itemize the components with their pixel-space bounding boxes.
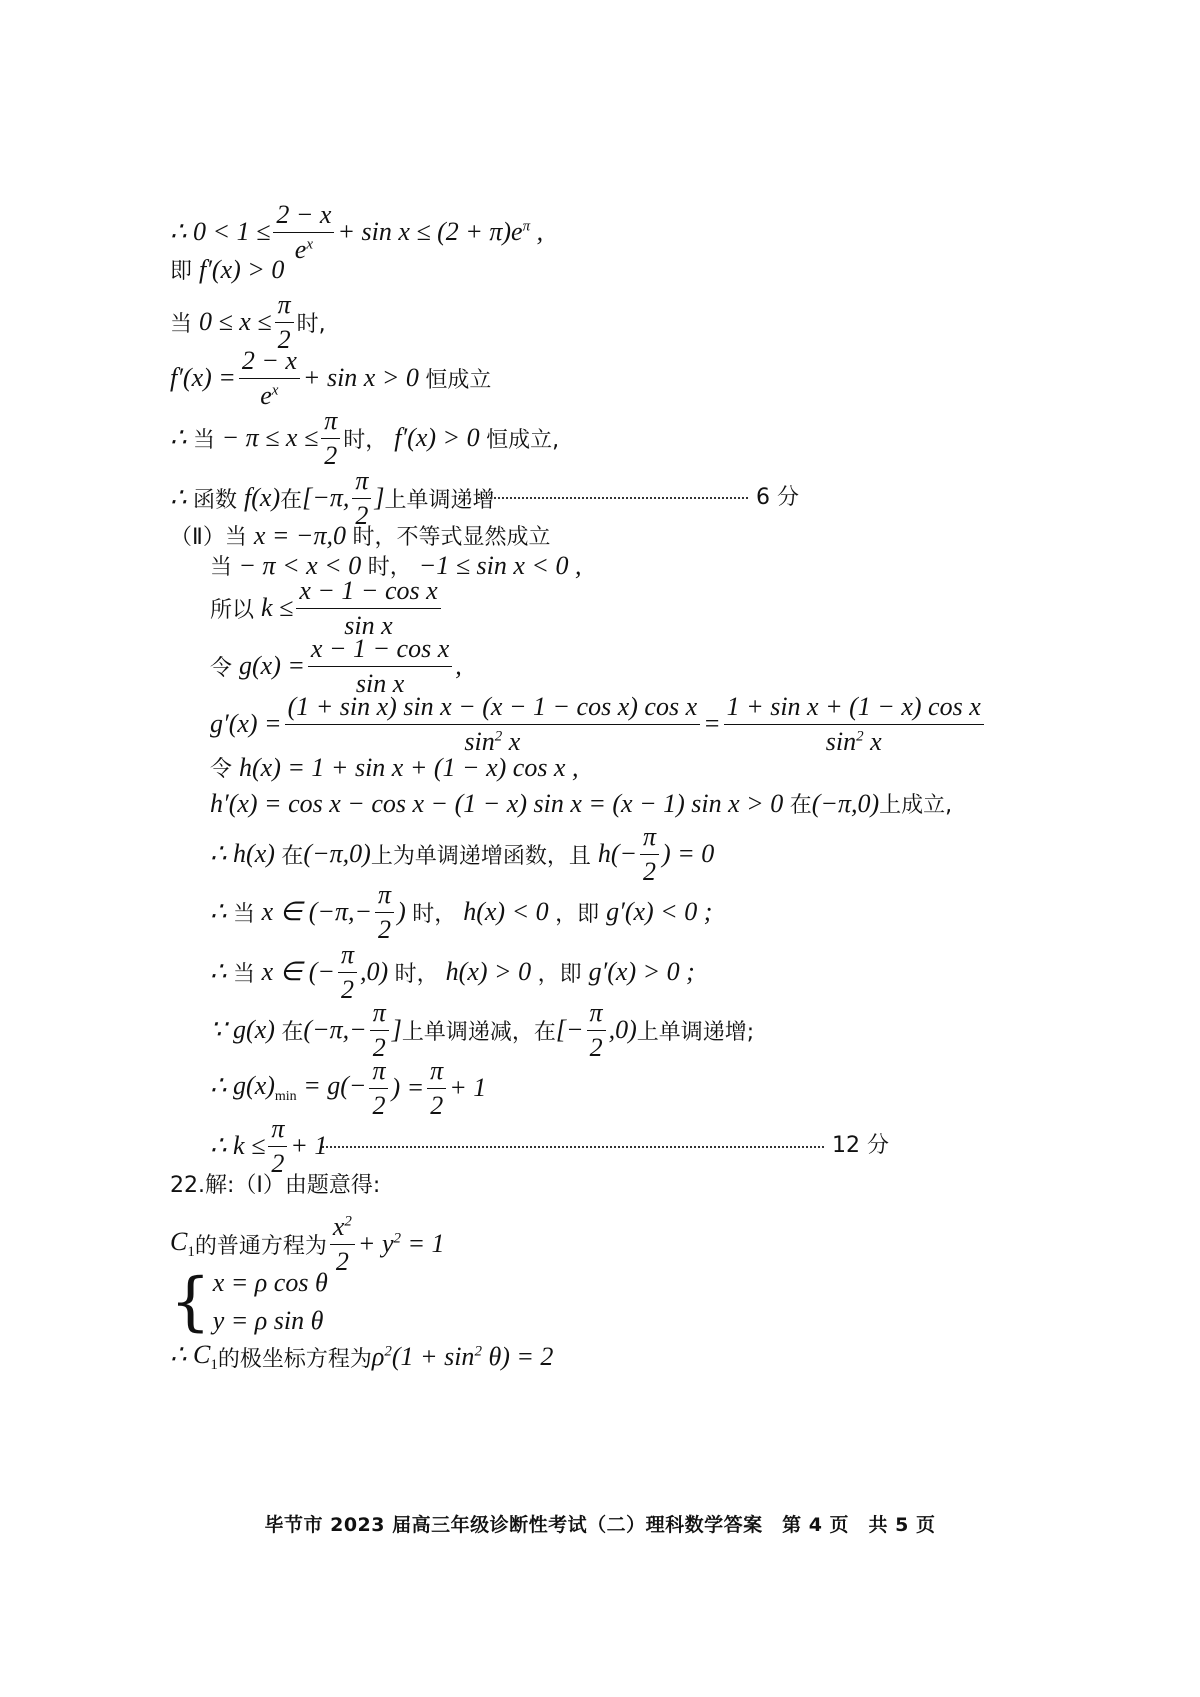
line-12: 令 h(x) = 1 + sin x + (1 − x) cos x , xyxy=(210,752,579,782)
line-23: ∴ $C_1$ 的极坐标方程为 $\rho^2(1 + \sin^2 \theta) = 2$ xyxy=(170,1340,554,1374)
score-12: 12 分 xyxy=(832,1133,889,1158)
line-9: 所以 k ≤ $\frac{\text{x − 1 − cos x}}{\text{sin x}}$ xyxy=(210,576,444,641)
line-13: h′(x) = cos x − cos x − (1 − x) sin x = (x − 1) sin x > 0 在 (−π,0) 上成立, xyxy=(210,788,953,818)
line-10: 令 g(x) = $\frac{\text{x − 1 − cos x}}{\text{sin x}}$ , xyxy=(210,634,462,698)
score-leader-dots xyxy=(478,497,748,499)
line-19: ∴ k ≤ $\frac{\pi}{2}$ + 1 xyxy=(210,1114,328,1178)
line-11: g′(x) = $\frac{\text{(1 + sin x) sin x − (x − 1 − cos x) cos x}}{\sin^2 x}$ = $\frac{\text{1 + sin x + (1 − x) cos x}}{\sin^2 x}$ xyxy=(210,692,987,757)
page-footer: 毕节市 2023 届高三年级诊断性考试（二）理科数学答案 第 4 页 共 5 页 xyxy=(264,1514,936,1536)
line-6: ∴ 函数 f(x) 在 [−π, $\frac{\pi}{2}$ ] 上单调递增 xyxy=(170,466,495,530)
system-eq-y: y = ρ sin θ xyxy=(212,1305,324,1335)
line-1: ∴ 0 < 1 ≤ $\frac{2 - x}{e^x}$ + $\sin x \le (2 + \pi)e^\pi$ , xyxy=(170,200,544,264)
line-15: ∴ 当 x ∈ (−π,− $\frac{\pi}{2}$ ) 时， h(x) < 0 ，即 g′(x) < 0 ; xyxy=(210,880,713,944)
line-14: ∴ h(x) 在 (−π,0) 上为单调递增函数，且 h(− $\frac{\pi}{2}$ ) = 0 xyxy=(210,822,715,886)
line-22-system xyxy=(170,1264,328,1339)
line-2: 即 f′(x) > 0 xyxy=(170,254,285,284)
line-3: 当 0 ≤ x ≤ $\frac{\pi}{2}$ 时, xyxy=(170,290,326,354)
line-8: 当 − π < x < 0 时， −1 ≤ sin x < 0 , xyxy=(210,550,582,580)
score-leader-dots xyxy=(322,1146,824,1148)
brace-symbol: { xyxy=(170,1264,211,1339)
line-17: ∵ g(x) 在 (−π,− $\frac{\pi}{2}$ ] 上单调递减，在 [− $\frac{\pi}{2}$ ,0) 上单调递增; xyxy=(210,998,755,1062)
line-20: 22.解:（Ⅰ）由题意得: xyxy=(170,1173,381,1198)
system-eq-x: x = ρ cos θ xyxy=(212,1268,328,1297)
line-4: f′(x) = $\frac{2 - x}{e^x}$ + sin x > 0 恒成立 xyxy=(170,346,492,410)
score-6: 6 分 xyxy=(756,485,799,510)
line-16: ∴ 当 x ∈ (− $\frac{\pi}{2}$ ,0) 时， h(x) > 0 ，即 g′(x) > 0 ; xyxy=(210,940,695,1004)
line-7: （Ⅱ）当 x = −π,0 时，不等式显然成立 xyxy=(170,520,551,550)
line-18: ∴ $g(x)_{min} = g(-$ $\frac{\pi}{2}$ ) = $\frac{\pi}{2}$ + 1 xyxy=(210,1056,487,1120)
line-21: $C_1$ 的普通方程为 $\frac{x^2}{2}$ + $y^2 = 1$ xyxy=(170,1212,445,1276)
line-5: ∴ 当 − π ≤ x ≤ $\frac{\pi}{2}$ 时， f′(x) > 0 恒成立, xyxy=(170,406,560,470)
